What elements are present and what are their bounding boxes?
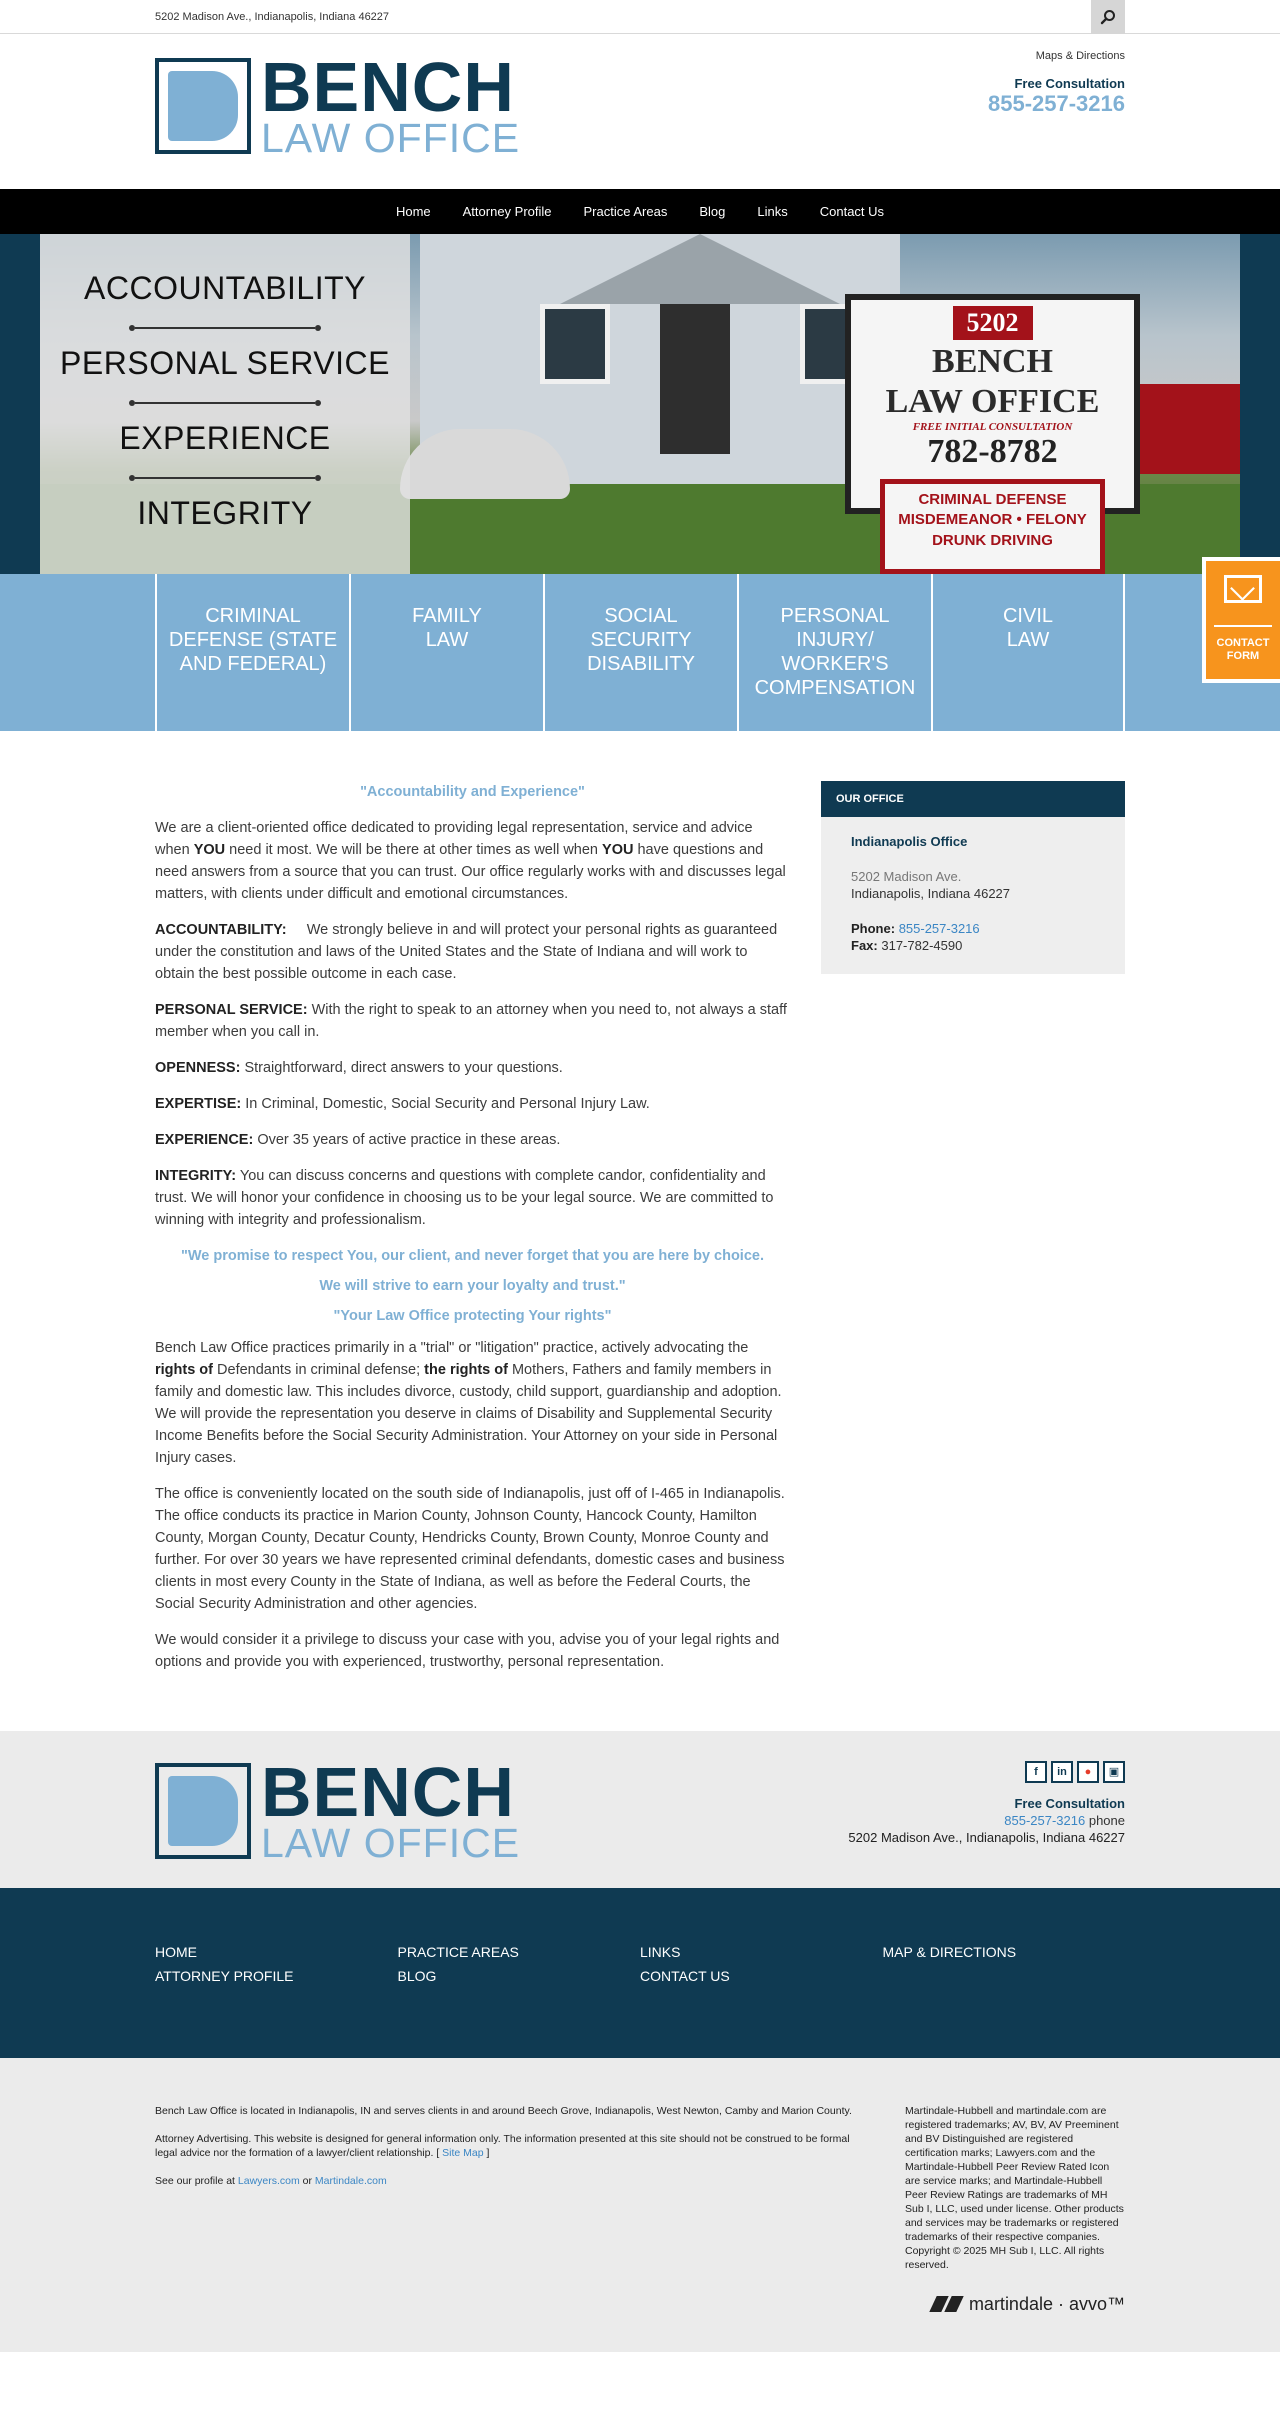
divider [135,477,315,479]
parked-car [400,429,570,499]
logo-line2: LAW OFFICE [261,115,521,161]
martindale-com-link[interactable]: Martindale.com [314,2175,387,2187]
values-list [40,270,410,532]
footer-phone-row: 855-257-3216 phone [1004,1813,1125,1828]
footer-logo[interactable] [155,1753,521,1866]
footer-logo-line2: LAW OFFICE [261,1820,521,1866]
hero-photo [40,234,1240,574]
main-nav [0,189,1280,234]
profile-links: See our profile at Lawyers.com or Martindale.com [155,2175,387,2187]
loyalty-quote: We will strive to earn your loyalty and trust." [319,1278,626,1294]
item-personal-service: PERSONAL SERVICE: With the right to speak to an attorney when you need to, not always a staff member when you call in. [155,1002,787,1040]
nav-practice-areas[interactable]: Practice Areas [583,204,668,219]
contact-form-tab[interactable] [1202,557,1280,683]
divider [135,402,315,404]
rights-quote: "Your Law Office protecting Your rights" [333,1308,612,1324]
intro-paragraph: We are a client-oriented office dedicated to providing legal representation, service and advice when YOU need it most. We will be there at other times as well when YOU have questions and need answers from a source that you can trust. Our office regularly works with and discusses legal matters, with clients under difficult and emotional circumstances. [155,820,786,902]
sign2-line2: MISDEMEANOR • FELONY [898,511,1087,529]
footer-disclaimer [155,2104,865,2312]
footer-phone[interactable]: 855-257-3216 [1004,1813,1086,1828]
practice-social-security[interactable]: SOCIAL SECURITY DISABILITY [543,574,737,731]
item-integrity: INTEGRITY: You can discuss concerns and questions with complete candor, confidentiality and trust. We will honor your confidence in choosing us to be your legal source. We are committed to winning with integrity and professionalism. [155,1168,774,1228]
office-sidebar [821,781,1125,1687]
footer-top [0,1731,1280,1888]
envelope-icon [1224,575,1262,603]
footer-nav-blog[interactable]: BLOG [397,1968,437,1984]
contact-form-label: CONTACT FORM [1216,637,1270,662]
office-city: Indianapolis, Indiana 46227 [851,886,1011,901]
nav-contact-us[interactable]: Contact Us [819,204,885,219]
red-van [1130,384,1240,474]
footer-nav-practice-areas[interactable]: PRACTICE AREAS [397,1944,519,1960]
sign-number: 5202 [953,306,1033,340]
top-bar [0,0,1280,34]
practice-criminal-defense[interactable]: CRIMINAL DEFENSE (STATE AND FEDERAL) [155,574,349,731]
nav-links[interactable]: Links [757,204,788,219]
practice-civil-law[interactable]: CIVIL LAW [931,574,1125,731]
search-button[interactable] [1091,0,1125,34]
footer-contact [848,1761,1125,1846]
site-header [0,34,1280,189]
practice-paragraph: Bench Law Office practices primarily in a "trial" or "litigation" practice, actively advocating the rights of Defendants in criminal defense; the rights of Mothers, Fathers and family members in family and domestic law. This includes divorce, custody, child support, guardianship and adoption. We will provide the representation you deserve in claims of Disability and Supplemental Security Income Benefits before the Social Security Administration. Your Attorney on your side in Personal Injury cases. [155,1340,782,1466]
office-fax: 317-782-4590 [881,938,963,953]
item-openness: OPENNESS: Straightforward, direct answers to your questions. [155,1060,563,1076]
footer-free-consult: Free Consultation [1014,1796,1125,1811]
footer-logo-line1: BENCH [261,1753,515,1831]
value-integrity: INTEGRITY [137,495,313,531]
footer-nav-links[interactable]: LINKS [640,1944,681,1960]
footer-nav-home[interactable]: HOME [155,1944,197,1960]
footer-logo-mark [155,1763,251,1859]
value-accountability: ACCOUNTABILITY [84,270,366,306]
sign2-line1: CRIMINAL DEFENSE [918,491,1067,508]
footer-nav [0,1888,1280,2058]
sign-tel: 782-8782 [927,433,1058,471]
value-personal-service: PERSONAL SERVICE [60,345,390,381]
nav-home[interactable]: Home [395,204,431,219]
office-phone[interactable]: 855-257-3216 [898,921,980,936]
maps-directions-link[interactable]: Maps & Directions [1035,50,1125,62]
practice-family-law[interactable]: FAMILY LAW [349,574,543,731]
lawyers-com-link[interactable]: Lawyers.com [237,2175,300,2187]
office-fax-row: Fax: 317-782-4590 [851,938,963,953]
footer-bottom [0,2058,1280,2352]
linkedin-icon[interactable]: in [1051,1761,1073,1783]
trademark-notice [905,2104,1125,2312]
service-area-text: Bench Law Office is located in Indianapolis, IN and serves clients in and around Beech Grove, Indianapolis, West Newton, Camby and Marion County. [155,2105,852,2117]
closing-paragraph: We would consider it a privilege to discuss your case with you, advise you of your legal rights and options and provide you with experienced, trustworthy, personal representation. [155,1632,780,1670]
practice-personal-injury[interactable]: PERSONAL INJURY/ WORKER'S COMPENSATION [737,574,931,731]
item-experience: EXPERIENCE: Over 35 years of active practice in these areas. [155,1132,561,1148]
site-map-link[interactable]: Site Map [442,2147,484,2159]
search-icon [1100,9,1116,25]
main-content [0,731,1280,1731]
item-accountability: ACCOUNTABILITY: We strongly believe in and will protect your personal rights as guaranteed under the constitution and laws of the United States and the State of Indiana and will work to obtain the best possible outcome in each case. [155,922,782,982]
office-phone-row: Phone: 855-257-3216 [851,921,980,936]
office-card [821,817,1125,974]
trademark-text: Martindale-Hubbell and martindale.com are registered trademarks; AV, BV, AV Preeminent and BV Distinguished are registered certification marks; Lawyers.com and the Martindale-Hubbell Peer Review Rated Icon are service marks; and Martindale-Hubbell Peer Review Ratings are trademarks of MH Sub I, LLC, used under license. Other products and services may be trademarks or registered trademarks of their respective companies. Copyright © 2025 MH Sub I, LLC. All rights reserved. [905,2105,1124,2271]
free-consultation-label: Free Consultation [1014,76,1125,91]
advertising-disclaimer: Attorney Advertising. This website is designed for general information only. The information presented at this site should not be construed to be formal legal advice nor the formation of a lawyer/client relationship. [ Site Map ] [155,2133,853,2159]
heading-quote: "Accountability and Experience" [360,784,585,800]
sign-name-1: BENCH [932,343,1053,380]
martindale-avvo-logo[interactable] [905,2296,1125,2312]
social-links [848,1761,1125,1783]
footer-address: 5202 Madison Ave., Indianapolis, Indiana 46227 [848,1830,1125,1845]
header-phone[interactable]: 855-257-3216 [987,91,1125,116]
office-street: 5202 Madison Ave. [851,869,962,884]
header-contact [988,50,1125,117]
sign2-line3: DRUNK DRIVING [932,531,1053,549]
promise-quote: "We promise to respect You, our client, and never forget that you are here by choice. [181,1248,764,1264]
martindale-avvo-text: martindale · avvo™ [968,2294,1125,2314]
sign-consult: FREE INITIAL CONSULTATION [912,421,1073,434]
yelp-icon[interactable]: ● [1077,1761,1099,1783]
sidebar-title: OUR OFFICE [821,781,1125,817]
nav-blog[interactable]: Blog [699,204,726,219]
martindale-avvo-mark-icon [929,2296,963,2312]
logo-line1: BENCH [261,48,515,126]
logo-mark [155,58,251,154]
footer-nav-attorney-profile[interactable]: ATTORNEY PROFILE [155,1968,294,1984]
article [155,781,790,1687]
divider [135,327,315,329]
hero-banner [0,234,1280,574]
location-paragraph: The office is conveniently located on the south side of Indianapolis, just off of I-465 in Indianapolis. The office conducts its practice in Marion County, Johnson County, Hancock County, Hamilton County, Morgan County, Decatur County, Hendricks County, Brown County, Monroe County and further. For over 30 years we have represented criminal defendants, domestic cases and business clients in most every County in the State of Indiana, as well as before the Federal Courts, the Social Security Administration and other agencies. [155,1486,785,1612]
sign-name-2: LAW OFFICE [885,382,1100,420]
item-expertise: EXPERTISE: In Criminal, Domestic, Social Security and Personal Injury Law. [155,1096,650,1112]
office-name: Indianapolis Office [851,834,968,849]
site-logo[interactable] [155,48,521,161]
footer-nav-map-directions[interactable]: MAP & DIRECTIONS [882,1944,1017,1960]
practice-areas-bar [0,574,1280,731]
nav-attorney-profile[interactable]: Attorney Profile [462,204,552,219]
blog-icon[interactable]: ▣ [1103,1761,1125,1783]
footer-nav-contact-us[interactable]: CONTACT US [640,1968,730,1984]
facebook-icon[interactable]: f [1025,1761,1047,1783]
value-experience: EXPERIENCE [119,420,331,456]
top-address: 5202 Madison Ave., Indianapolis, Indiana 46227 [155,11,390,23]
criminal-defense-sign [880,479,1105,574]
